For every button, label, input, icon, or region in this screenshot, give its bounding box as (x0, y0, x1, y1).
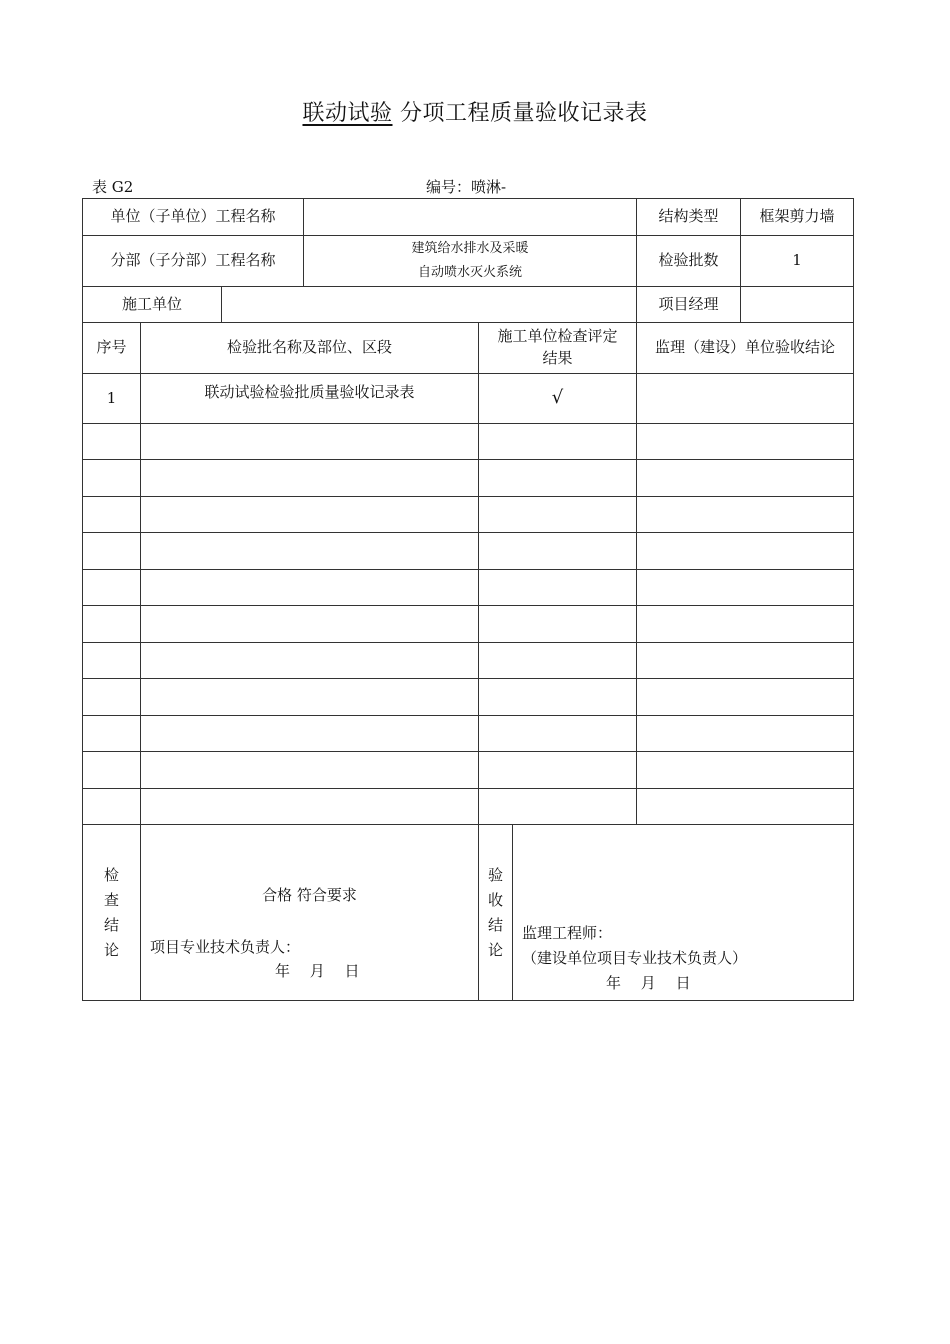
row-seq (83, 460, 141, 497)
row-result[interactable] (479, 497, 637, 533)
inspection-label-char: 检 (103, 865, 119, 884)
project-manager-label: 项目经理 (637, 287, 741, 323)
acceptance-conclusion-content[interactable] (513, 825, 854, 1001)
row-result[interactable] (479, 606, 637, 643)
row-seq (83, 533, 141, 570)
col-header-contractor-result-line1: 施工单位检查评定 (497, 327, 618, 346)
row-conclusion[interactable] (637, 374, 854, 424)
row-name[interactable] (141, 789, 479, 825)
table-row (83, 424, 854, 460)
row-conclusion[interactable] (637, 424, 854, 460)
col-header-name: 检验批名称及部位、区段 (141, 323, 479, 374)
acceptance-label-char: 结 (488, 915, 504, 934)
page-title (0, 96, 950, 127)
table-row (83, 789, 854, 825)
unit-name-label: 单位（子单位）工程名称 (83, 199, 304, 236)
row-name[interactable] (141, 497, 479, 533)
row-name[interactable] (141, 533, 479, 570)
row-name[interactable] (141, 752, 479, 789)
acceptance-label-char: 论 (488, 940, 504, 959)
title-underlined: 联动试验 (302, 101, 393, 126)
col-header-contractor-result-line2: 结果 (542, 349, 573, 367)
row-result[interactable] (479, 716, 637, 752)
row-name[interactable] (141, 679, 479, 716)
col-header-contractor-result (479, 323, 637, 374)
division-value-line2: 自动喷水灭火系统 (418, 265, 523, 280)
row-name[interactable]: 联动试验检验批质量验收记录表 (141, 374, 479, 424)
row-conclusion[interactable] (637, 679, 854, 716)
serial-number: 编号：喷淋- (426, 178, 507, 196)
acceptance-label-char: 收 (488, 890, 504, 909)
col-header-seq: 序号 (83, 323, 141, 374)
title-rest: 分项工程质量验收记录表 (400, 101, 648, 126)
record-table (82, 198, 854, 1001)
table-row (83, 679, 854, 716)
acceptance-signer-alt: （建设单位项目专业技术负责人） (522, 949, 748, 967)
division-name-label: 分部（子分部）工程名称 (83, 236, 304, 287)
table-row (83, 752, 854, 789)
row-result[interactable] (479, 533, 637, 570)
row-conclusion[interactable] (637, 716, 854, 752)
row-conclusion[interactable] (637, 460, 854, 497)
row-seq: 1 (83, 374, 141, 424)
row-result[interactable] (479, 679, 637, 716)
row-seq (83, 716, 141, 752)
row-conclusion[interactable] (637, 789, 854, 825)
acceptance-date: 年 月 日 (606, 974, 691, 992)
table-row (83, 643, 854, 679)
row-conclusion[interactable] (637, 570, 854, 606)
row-seq (83, 752, 141, 789)
row-conclusion[interactable] (637, 533, 854, 570)
project-manager-value[interactable] (741, 287, 854, 323)
row-name[interactable] (141, 606, 479, 643)
row-seq (83, 679, 141, 716)
structure-type-value[interactable]: 框架剪力墙 (741, 199, 854, 236)
row-result[interactable] (479, 570, 637, 606)
inspection-signer: 项目专业技术负责人： (150, 938, 301, 956)
contractor-label: 施工单位 (83, 287, 222, 323)
row-result[interactable] (479, 424, 637, 460)
row-name[interactable] (141, 643, 479, 679)
row-result[interactable] (479, 752, 637, 789)
batch-count-label: 检验批数 (637, 236, 741, 287)
division-name-value[interactable] (304, 236, 637, 287)
row-seq (83, 424, 141, 460)
table-row (83, 460, 854, 497)
acceptance-conclusion-label (479, 825, 513, 1001)
row-name[interactable] (141, 716, 479, 752)
row-result[interactable] (479, 789, 637, 825)
row-conclusion[interactable] (637, 497, 854, 533)
inspection-result: 合格 符合要求 (262, 886, 357, 904)
inspection-conclusion-label (83, 825, 141, 1001)
col-header-supervisor-result: 监理（建设）单位验收结论 (637, 323, 854, 374)
row-result[interactable] (479, 460, 637, 497)
batch-count-value[interactable]: 1 (741, 236, 854, 287)
inspection-date: 年 月 日 (275, 962, 360, 980)
row-seq (83, 606, 141, 643)
row-name[interactable] (141, 460, 479, 497)
inspection-label-char: 论 (103, 940, 119, 959)
table-row (83, 716, 854, 752)
inspection-label-char: 结 (103, 915, 119, 934)
row-seq (83, 789, 141, 825)
row-result[interactable]: √ (479, 374, 637, 424)
inspection-conclusion-content[interactable] (141, 825, 479, 1001)
row-name[interactable] (141, 570, 479, 606)
table-row (83, 374, 854, 424)
row-seq (83, 497, 141, 533)
table-row (83, 606, 854, 643)
row-result[interactable] (479, 643, 637, 679)
acceptance-signer: 监理工程师： (522, 924, 613, 942)
row-conclusion[interactable] (637, 606, 854, 643)
row-seq (83, 570, 141, 606)
table-number: 表 G2 (92, 178, 134, 196)
row-name[interactable] (141, 424, 479, 460)
contractor-value[interactable] (222, 287, 637, 323)
row-conclusion[interactable] (637, 752, 854, 789)
table-row (83, 497, 854, 533)
table-row (83, 570, 854, 606)
inspection-label-char: 查 (103, 890, 119, 909)
table-row (83, 533, 854, 570)
division-value-line1: 建筑给水排水及采暖 (411, 241, 529, 256)
unit-name-value[interactable] (304, 199, 637, 236)
row-conclusion[interactable] (637, 643, 854, 679)
acceptance-label-char: 验 (488, 865, 504, 884)
row-seq (83, 643, 141, 679)
structure-type-label: 结构类型 (637, 199, 741, 236)
